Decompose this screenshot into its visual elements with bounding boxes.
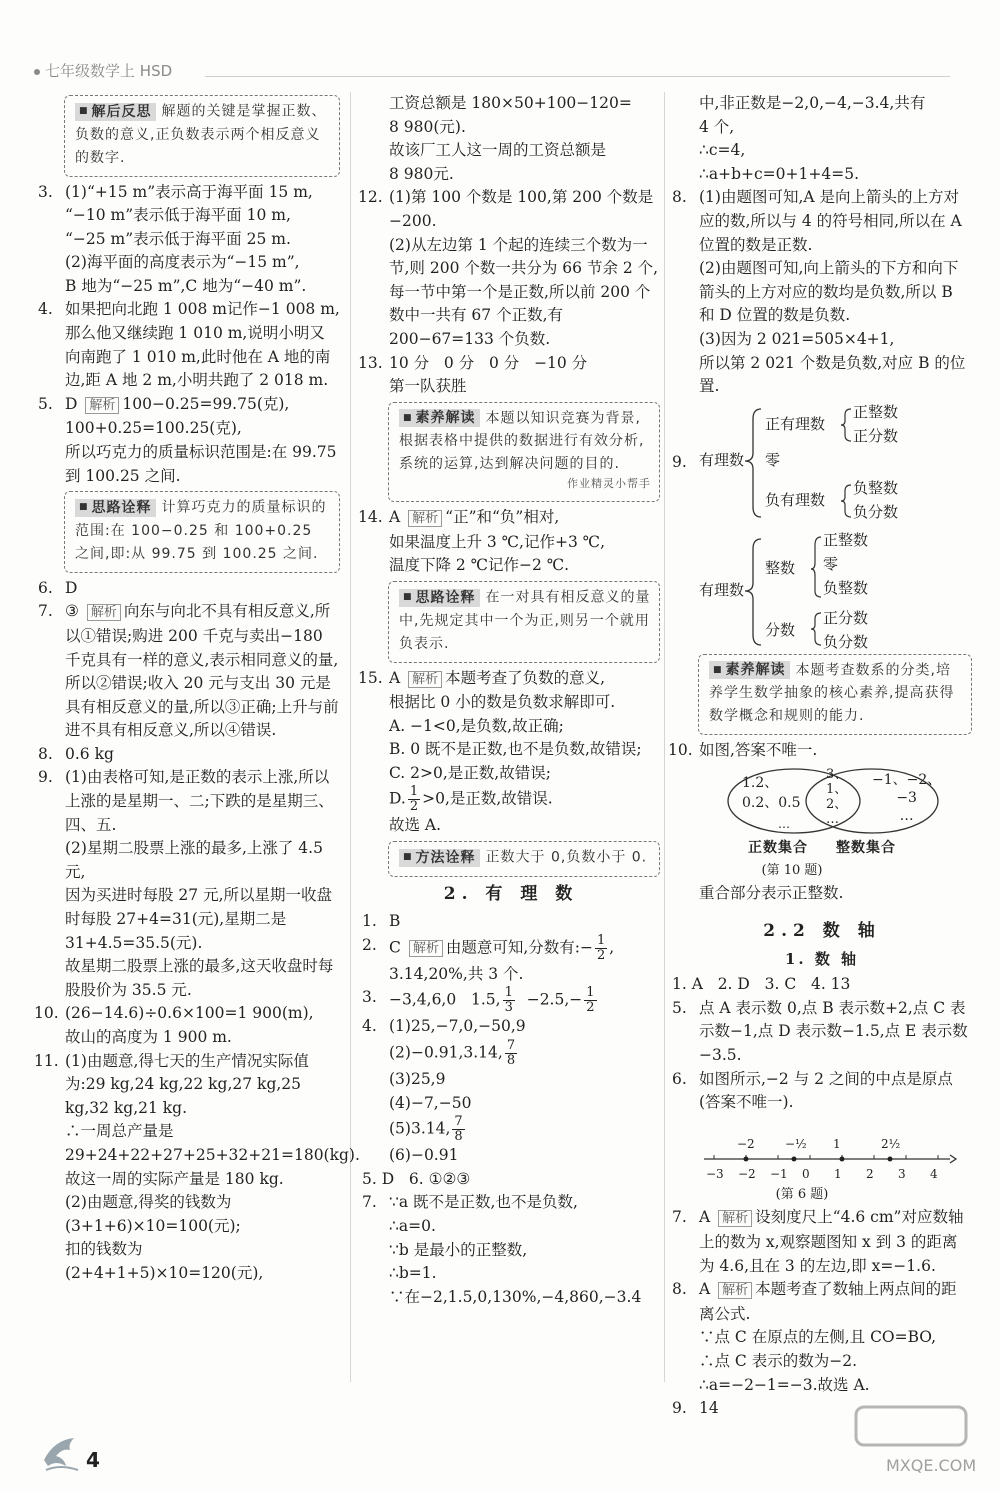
answer-9 xyxy=(38,766,340,1002)
literacy-box xyxy=(698,654,972,736)
answer-line: “−10 m”表示低于海平面 10 m, xyxy=(65,206,291,225)
question-number: 5. xyxy=(672,998,687,1017)
set-item: 2、 xyxy=(826,796,848,812)
set-label: 整数集合 xyxy=(836,839,896,856)
analysis-tag: 解析 xyxy=(408,671,442,688)
set-item: −3 xyxy=(896,789,917,806)
point-label: −2 xyxy=(737,1136,755,1151)
stamp-text: 作业精灵小帮手 xyxy=(567,477,651,491)
running-header xyxy=(34,60,172,81)
tick-label: 4 xyxy=(930,1166,938,1181)
answer-7 xyxy=(672,1206,972,1278)
header-rule xyxy=(205,76,950,77)
watermark-logo xyxy=(796,1401,976,1481)
answer-choice: A xyxy=(389,668,401,687)
fraction xyxy=(505,1039,517,1068)
box-text: 在一对具有相反意义的量中,先规定其中一个为正,则另一个就用负表示. xyxy=(399,589,651,652)
header-edition: HSD xyxy=(139,62,173,80)
tick-label: 1 xyxy=(834,1166,842,1181)
box-tag: ■ 素养解读 xyxy=(709,661,790,679)
numerator: 1 xyxy=(504,985,513,1001)
answer-line: 故这一周的实际产量是 180 kg. xyxy=(65,1169,284,1188)
point-label: −½ xyxy=(785,1136,807,1151)
box-text: 计算巧克力的质量标识的范围:在 100−0.25 和 100+0.25 之间,即:从 99.75 到 100.25 之间. xyxy=(75,499,327,562)
answer-3 xyxy=(38,181,340,299)
question-number: 9. xyxy=(38,768,53,787)
point-label: 2½ xyxy=(881,1136,901,1151)
figure-caption: (第 6 题) xyxy=(775,1186,829,1202)
analysis-tag: 解析 xyxy=(87,604,121,621)
answer-12 xyxy=(358,186,660,351)
answer-1-4: 1. A 2. D 3. C 4. 13 xyxy=(672,975,851,994)
option-label: D. xyxy=(389,789,406,808)
answer-line: ∴一周总产量是 29+24+22+27+25+32+21=180(kg). xyxy=(65,1122,360,1164)
numerator: 7 xyxy=(454,1114,463,1130)
box-tag: ■ 方法诠释 xyxy=(399,849,480,867)
answer-line: ∴a+b+c=0+1+4=5. xyxy=(699,164,860,183)
tick-label: −3 xyxy=(706,1166,724,1181)
answer-4 xyxy=(362,1015,660,1167)
column-1 xyxy=(34,92,360,1286)
answer-text: 向东与向北不具有相反意义,所以①错误;购进 200 千克与卖出−180 千克具有一样的意义,表示相同意义的量,所以②错误;收入 20 元与支出 30 元是具有相反意义的量,所以③正确;上升与前进不具有相反意义,所以④错误. xyxy=(65,602,339,740)
answer-line: 如图,答案不唯一. xyxy=(699,741,818,760)
section-title: 2. 有 理 数 xyxy=(443,883,579,904)
answer-text: 设刻度尺上“4.6 cm”对应数轴上的数为 x,观察题图知 x 到 3 的距离为 4.6,且在 3 的左边,即 x=−1.6. xyxy=(699,1208,964,1275)
denominator: 8 xyxy=(506,1052,516,1068)
tree-leaf: 正整数 xyxy=(853,402,899,421)
question-number: 2. xyxy=(362,935,377,954)
literacy-box xyxy=(388,402,660,503)
answer-line: 故选 A. xyxy=(389,816,442,835)
answer-choice: A xyxy=(699,1280,711,1299)
answer-11-cont xyxy=(362,92,660,186)
answer-line: (6)−0.91 xyxy=(389,1146,459,1165)
reflection-box xyxy=(64,95,340,177)
box-tag: ■ 思路诠释 xyxy=(75,499,156,517)
answer-line: 工资总额是 180×50+100−120= xyxy=(389,94,632,112)
subsection-title: 1. 数 轴 xyxy=(784,949,860,968)
column-3 xyxy=(668,92,972,1421)
tick-label: 0 xyxy=(802,1166,810,1181)
answer-text: (2)星期二股票上涨的最多,上涨了 4.5 元, xyxy=(65,839,323,881)
set-item: … xyxy=(826,811,839,827)
answer-text: (1)由表格可知,是正数的表示上涨,所以上涨的是星期一、二;下跌的是星期三、四、五. xyxy=(65,768,334,834)
tree-root: 有理数 xyxy=(699,450,745,469)
answer-7 xyxy=(38,600,340,743)
tick-label: −2 xyxy=(738,1166,756,1181)
answer-line: “正”和“负”相对, xyxy=(445,508,560,527)
answer-line: (2)由题意,得奖的钱数为 xyxy=(65,1193,232,1212)
answer-line: “−25 m”表示低于海平面 25 m. xyxy=(65,229,291,248)
tick-label: 3 xyxy=(898,1166,906,1181)
answer-13 xyxy=(358,352,660,399)
answer-line: ∵b 是最小的正整数, xyxy=(389,1240,528,1259)
answer-line: (4)−7,−50 xyxy=(389,1093,472,1112)
answer-text: 因为买进时每股 27 元,所以星期一收盘时每股 27+4=31(元),星期二是 31+4.5=35.5(元). xyxy=(65,886,333,952)
question-number: 4. xyxy=(38,300,53,319)
answer-8 xyxy=(672,1278,972,1397)
page-number: 4 xyxy=(86,1448,100,1472)
question-number: 7. xyxy=(672,1208,687,1227)
answer-line: 8 980(元). xyxy=(389,117,466,136)
analysis-tag: 解析 xyxy=(408,510,442,527)
watermark-text: MXQE.COM xyxy=(886,1456,976,1475)
answer-line: ∴b=1. xyxy=(389,1264,437,1283)
answer-choice: ③ xyxy=(65,602,79,621)
answer-line: (1)“+15 m”表示高于海平面 15 m, xyxy=(65,182,313,201)
answer-5 xyxy=(38,393,340,488)
tree-branch: 负有理数 xyxy=(765,490,826,509)
answer-line: (26−14.6)÷0.6×100=1 900(m), xyxy=(65,1004,314,1023)
answer-choice: B xyxy=(389,912,401,931)
answer-text: −2.5,− xyxy=(516,990,583,1009)
number-line-point xyxy=(840,1156,845,1161)
answer-line: 扣的钱数为(2+4+1+5)×10=120(元), xyxy=(65,1240,264,1282)
answer-text: (2)由题图可知,向上箭头的下方和向下箭头的上方对应的数均是负数,所以 B 和 D 位置的数是负数. xyxy=(699,259,959,325)
figure-caption: (第 10 题) xyxy=(761,862,823,878)
answer-line: ∴c=4, xyxy=(699,141,746,160)
tree-branch: 分数 xyxy=(765,620,796,639)
answer-6 xyxy=(672,1068,972,1115)
set-item: −1、−2、 xyxy=(872,771,942,788)
question-number: 7. xyxy=(362,1193,377,1212)
question-number: 8. xyxy=(38,744,53,763)
fraction xyxy=(452,1115,464,1144)
answer-line: 本题考查了负数的意义, xyxy=(445,668,606,687)
answer-choice: 0.6 kg xyxy=(65,744,114,763)
column-divider xyxy=(350,92,351,1382)
answer-text: 如图所示,−2 与 2 之间的中点是原点(答案不唯一). xyxy=(699,1069,953,1112)
answer-5 xyxy=(672,997,972,1068)
answer-choice: A xyxy=(389,508,401,527)
question-number: 3. xyxy=(362,988,377,1007)
answer-line: A. −1<0,是负数,故正确; xyxy=(389,716,564,735)
question-number: 9. xyxy=(672,1399,687,1418)
tree-branch: 零 xyxy=(765,450,781,469)
denominator: 3 xyxy=(504,1000,513,1016)
answer-5-6: 5. D 6. ①②③ xyxy=(362,1169,471,1188)
answer-line: (5)3.14, xyxy=(389,1119,451,1138)
answer-7 xyxy=(362,1191,660,1309)
answer-line: 中,非正数是−2,0,−4,−3.4,共有 xyxy=(699,94,926,112)
classification-tree-2 xyxy=(699,530,972,651)
question-number: 6. xyxy=(38,578,53,597)
answer-line: 100−0.25=99.75(克), xyxy=(122,394,290,413)
question-number: 5. xyxy=(38,394,53,413)
answer-line: 根据比 0 小的数是负数求解即可. xyxy=(389,693,616,712)
answer-line: (2)海平面的高度表示为“−15 m”, xyxy=(65,253,300,272)
intersection-set xyxy=(826,767,847,827)
answer-line: B 地为“−25 m”,C 地为“−40 m”. xyxy=(65,276,307,295)
answer-text: −3,4,6,0 1.5, xyxy=(389,990,501,1009)
answer-4 xyxy=(38,298,340,392)
set-ellipsis: … xyxy=(778,816,790,831)
set-item: 3、 xyxy=(826,766,848,782)
number-line-point xyxy=(792,1156,797,1161)
answer-9 xyxy=(672,403,972,651)
tree-leaf: 负分数 xyxy=(853,502,899,521)
box-tag: ■ 素养解读 xyxy=(399,409,480,427)
venn-diagram xyxy=(722,765,972,865)
option-text: >0,是正数,故错误. xyxy=(422,789,553,808)
tree-leaf: 负整数 xyxy=(853,478,899,497)
answer-line: 3.14,20%,共 3 个. xyxy=(389,964,524,983)
tick-label: −1 xyxy=(770,1166,788,1181)
answer-line: 故该厂工人这一周的工资总额是 xyxy=(389,141,607,160)
numerator: 1 xyxy=(596,932,606,948)
question-number: 11. xyxy=(34,1051,59,1070)
section-title: 2.2 数 轴 xyxy=(763,921,881,941)
answer-text: (2)从左边第 1 个起的连续三个数为一节,则 200 个数一共分为 66 节余 2 个,每一节中第一个是正数,所以前 200 个数中一共有 67 个正数,有 200−67=133 个负数. xyxy=(389,235,659,348)
denominator: 2 xyxy=(596,947,606,963)
answer-line: 由题意可知,分数有:− xyxy=(445,938,593,957)
analysis-tag: 解析 xyxy=(718,1282,752,1299)
answer-line: 所以巧克力的质量标识范围是:在 99.75 到 100.25 之间. xyxy=(65,443,337,485)
answer-text: (1)第 100 个数是 100,第 200 个数是−200. xyxy=(389,188,654,230)
numerator: 1 xyxy=(409,784,419,800)
answer-line: 8 980元. xyxy=(389,164,454,183)
box-text: 本题以知识竞赛为背景,根据表格中提供的数据进行有效分析,系统的运算,达到解决问题的目的. xyxy=(399,410,645,473)
answer-choice: 14 xyxy=(699,1399,719,1418)
answer-line: 故山的高度为 1 900 m. xyxy=(65,1028,232,1046)
question-number: 13. xyxy=(358,353,383,372)
answer-line: 100+0.25=100.25(克), xyxy=(65,419,242,438)
denominator: 2 xyxy=(586,1000,595,1016)
answer-10 xyxy=(34,1002,340,1049)
question-number: 3. xyxy=(38,182,53,201)
question-number: 1. xyxy=(362,912,377,931)
answer-line: ∴a=−2−1=−3.故选 A. xyxy=(699,1375,870,1394)
answer-2: 2. C 解析 由题意可知,分数有:− $\frac{1}{2}$ , 3.14,20%,共 3 个. xyxy=(362,934,660,987)
tree-leaf: 负整数 xyxy=(823,578,869,597)
question-number: 4. xyxy=(362,1017,377,1036)
tree-leaf: 负分数 xyxy=(823,632,869,651)
set-item: 1、 xyxy=(826,781,848,797)
fraction xyxy=(595,934,607,963)
answer-line: ∴a=0. xyxy=(389,1216,436,1235)
answer-15 xyxy=(358,667,660,839)
classification-tree-1 xyxy=(699,403,972,523)
analysis-tag: 解析 xyxy=(85,397,119,414)
question-number: 14. xyxy=(358,508,383,527)
question-number: 6. xyxy=(672,1069,687,1088)
answer-8 xyxy=(38,743,340,767)
dolphin-icon xyxy=(40,1430,84,1474)
answer-line: 本题考查了数轴上两点间的距离公式. xyxy=(699,1280,957,1323)
answer-8 xyxy=(672,186,972,398)
answer-line: B. 0 既不是正数,也不是负数,故错误; xyxy=(389,740,642,759)
column-2 xyxy=(358,92,660,1309)
answer-line: (1)由题意,得七天的生产情况实际值为:29 kg,24 kg,22 kg,27 kg,25 kg,32 kg,21 kg. xyxy=(65,1051,309,1117)
answer-text: (1)由题图可知,A 是向上箭头的上方对应的数,所以与 4 的符号相同,所以在 A 位置的数是正数. xyxy=(699,188,962,254)
answer-line: (3)25,9 xyxy=(389,1069,446,1088)
bullet-icon xyxy=(34,69,40,75)
box-tag: ■ 思路诠释 xyxy=(399,589,480,607)
answer-line: 重合部分表示正整数. xyxy=(699,884,844,903)
fraction xyxy=(408,785,420,814)
fraction xyxy=(584,986,596,1015)
numerator: 7 xyxy=(506,1037,516,1053)
question-number: 15. xyxy=(358,668,383,687)
answer-text: 故星期二股票上涨的最多,这天收盘时每股股价为 35.5 元. xyxy=(65,957,334,999)
box-text: 正数大于 0,负数小于 0. xyxy=(485,849,648,866)
tree-root: 有理数 xyxy=(699,580,745,599)
answer-line: ∵a 既不是正数,也不是负数, xyxy=(389,1193,578,1212)
set-item: 0.2、0.5 xyxy=(742,794,801,811)
question-number: 10. xyxy=(668,741,693,760)
answer-line: C. 2>0,是正数,故错误; xyxy=(389,763,551,782)
answer-line: ∵点 C 在原点的左侧,且 CO=BO, xyxy=(699,1328,937,1347)
answer-text: 点 A 表示数 0,点 B 表示数+2,点 C 表示数−1,点 D 表示数−1.5,点 E 表示数−3.5. xyxy=(699,998,968,1064)
answer-choice: D xyxy=(65,578,78,597)
numerator: 1 xyxy=(586,985,595,1001)
answer-line xyxy=(389,785,660,814)
number-line-point xyxy=(888,1156,893,1161)
answer-line: 如果温度上升 3 ℃,记作+3 ℃, xyxy=(389,532,606,551)
set-item: … xyxy=(899,807,914,824)
answer-line: 4 个, xyxy=(699,117,735,136)
answer-choice: A xyxy=(699,1208,711,1227)
analysis-tag: 解析 xyxy=(409,940,443,957)
answer-14 xyxy=(358,506,660,578)
answer-text: 所以第 2 021 个数是负数,对应 B 的位置. xyxy=(699,353,966,396)
answer-line: (3+1+6)×10=100(元); xyxy=(65,1216,241,1235)
question-number: 7. xyxy=(38,602,53,621)
box-tag: ■ 解后反思 xyxy=(75,103,156,121)
header-title: 七年级数学上 xyxy=(45,62,136,80)
tree-branch: 正有理数 xyxy=(765,414,826,433)
number-line-point xyxy=(744,1156,749,1161)
answer-line: 温度下降 2 ℃记作−2 ℃. xyxy=(389,556,570,575)
denominator: 2 xyxy=(409,799,419,815)
idea-box xyxy=(64,491,340,573)
answer-choice: D xyxy=(65,394,78,413)
tree-leaf: 正分数 xyxy=(853,426,899,445)
answer-line: ∴点 C 表示的数为−2. xyxy=(699,1351,857,1370)
fraction xyxy=(503,986,515,1015)
tree-branch: 整数 xyxy=(765,558,796,577)
point-label: 1 xyxy=(833,1136,841,1151)
answer-6 xyxy=(38,577,340,601)
answer-3 xyxy=(362,986,660,1015)
denominator: 8 xyxy=(454,1129,463,1145)
analysis-tag: 解析 xyxy=(718,1210,752,1227)
answer-line: (2)−0.91,3.14, xyxy=(389,1043,503,1062)
answer-line: 第一队获胜 xyxy=(389,377,467,396)
answer-text: 如果把向北跑 1 008 m记作−1 008 m,那么他又继续跑 1 010 m,说明小明又向南跑了 1 010 m,此时他在 A 地的南边,距 A 地 2 m,小明共跑了 2 018 m. xyxy=(65,300,340,390)
answer-line: ∵在−2,1.5,0,130%,−4,860,−3.4 xyxy=(389,1287,642,1306)
positive-set xyxy=(742,773,801,813)
answer-11 xyxy=(34,1050,360,1286)
tick-label: 2 xyxy=(866,1166,874,1181)
set-item: 1.2、 xyxy=(742,774,779,791)
answer-choice: C xyxy=(389,938,401,957)
number-line xyxy=(700,1119,972,1183)
box-text: 解题的关键是掌握正数、负数的意义,正负数表示两个相反意义的数字. xyxy=(75,103,327,166)
question-number: 10. xyxy=(34,1004,59,1023)
question-number: 12. xyxy=(358,188,383,207)
set-label: 正数集合 xyxy=(748,839,808,856)
question-number: 8. xyxy=(672,1280,687,1299)
tree-leaf: 正整数 xyxy=(823,530,869,549)
answer-10 xyxy=(668,739,972,763)
tree-leaf: 正分数 xyxy=(823,608,869,627)
question-number: 8. xyxy=(672,188,687,207)
answer-7-cont xyxy=(672,92,972,186)
answer-text: (3)因为 2 021=505×4+1, xyxy=(699,329,895,348)
answer-line: 10 分 0 分 0 分 −10 分 xyxy=(389,353,588,372)
answer-1 xyxy=(362,910,660,934)
question-number: 9. xyxy=(672,452,687,471)
box-text: 本题考查数系的分类,培养学生数学抽象的核心素养,提高获得数学概念和规则的能力. xyxy=(709,662,955,725)
tree-leaf: 零 xyxy=(823,554,839,573)
answer-line: (1)25,−7,0,−50,9 xyxy=(389,1017,526,1036)
idea-box xyxy=(388,581,660,663)
integer-set xyxy=(872,771,941,825)
